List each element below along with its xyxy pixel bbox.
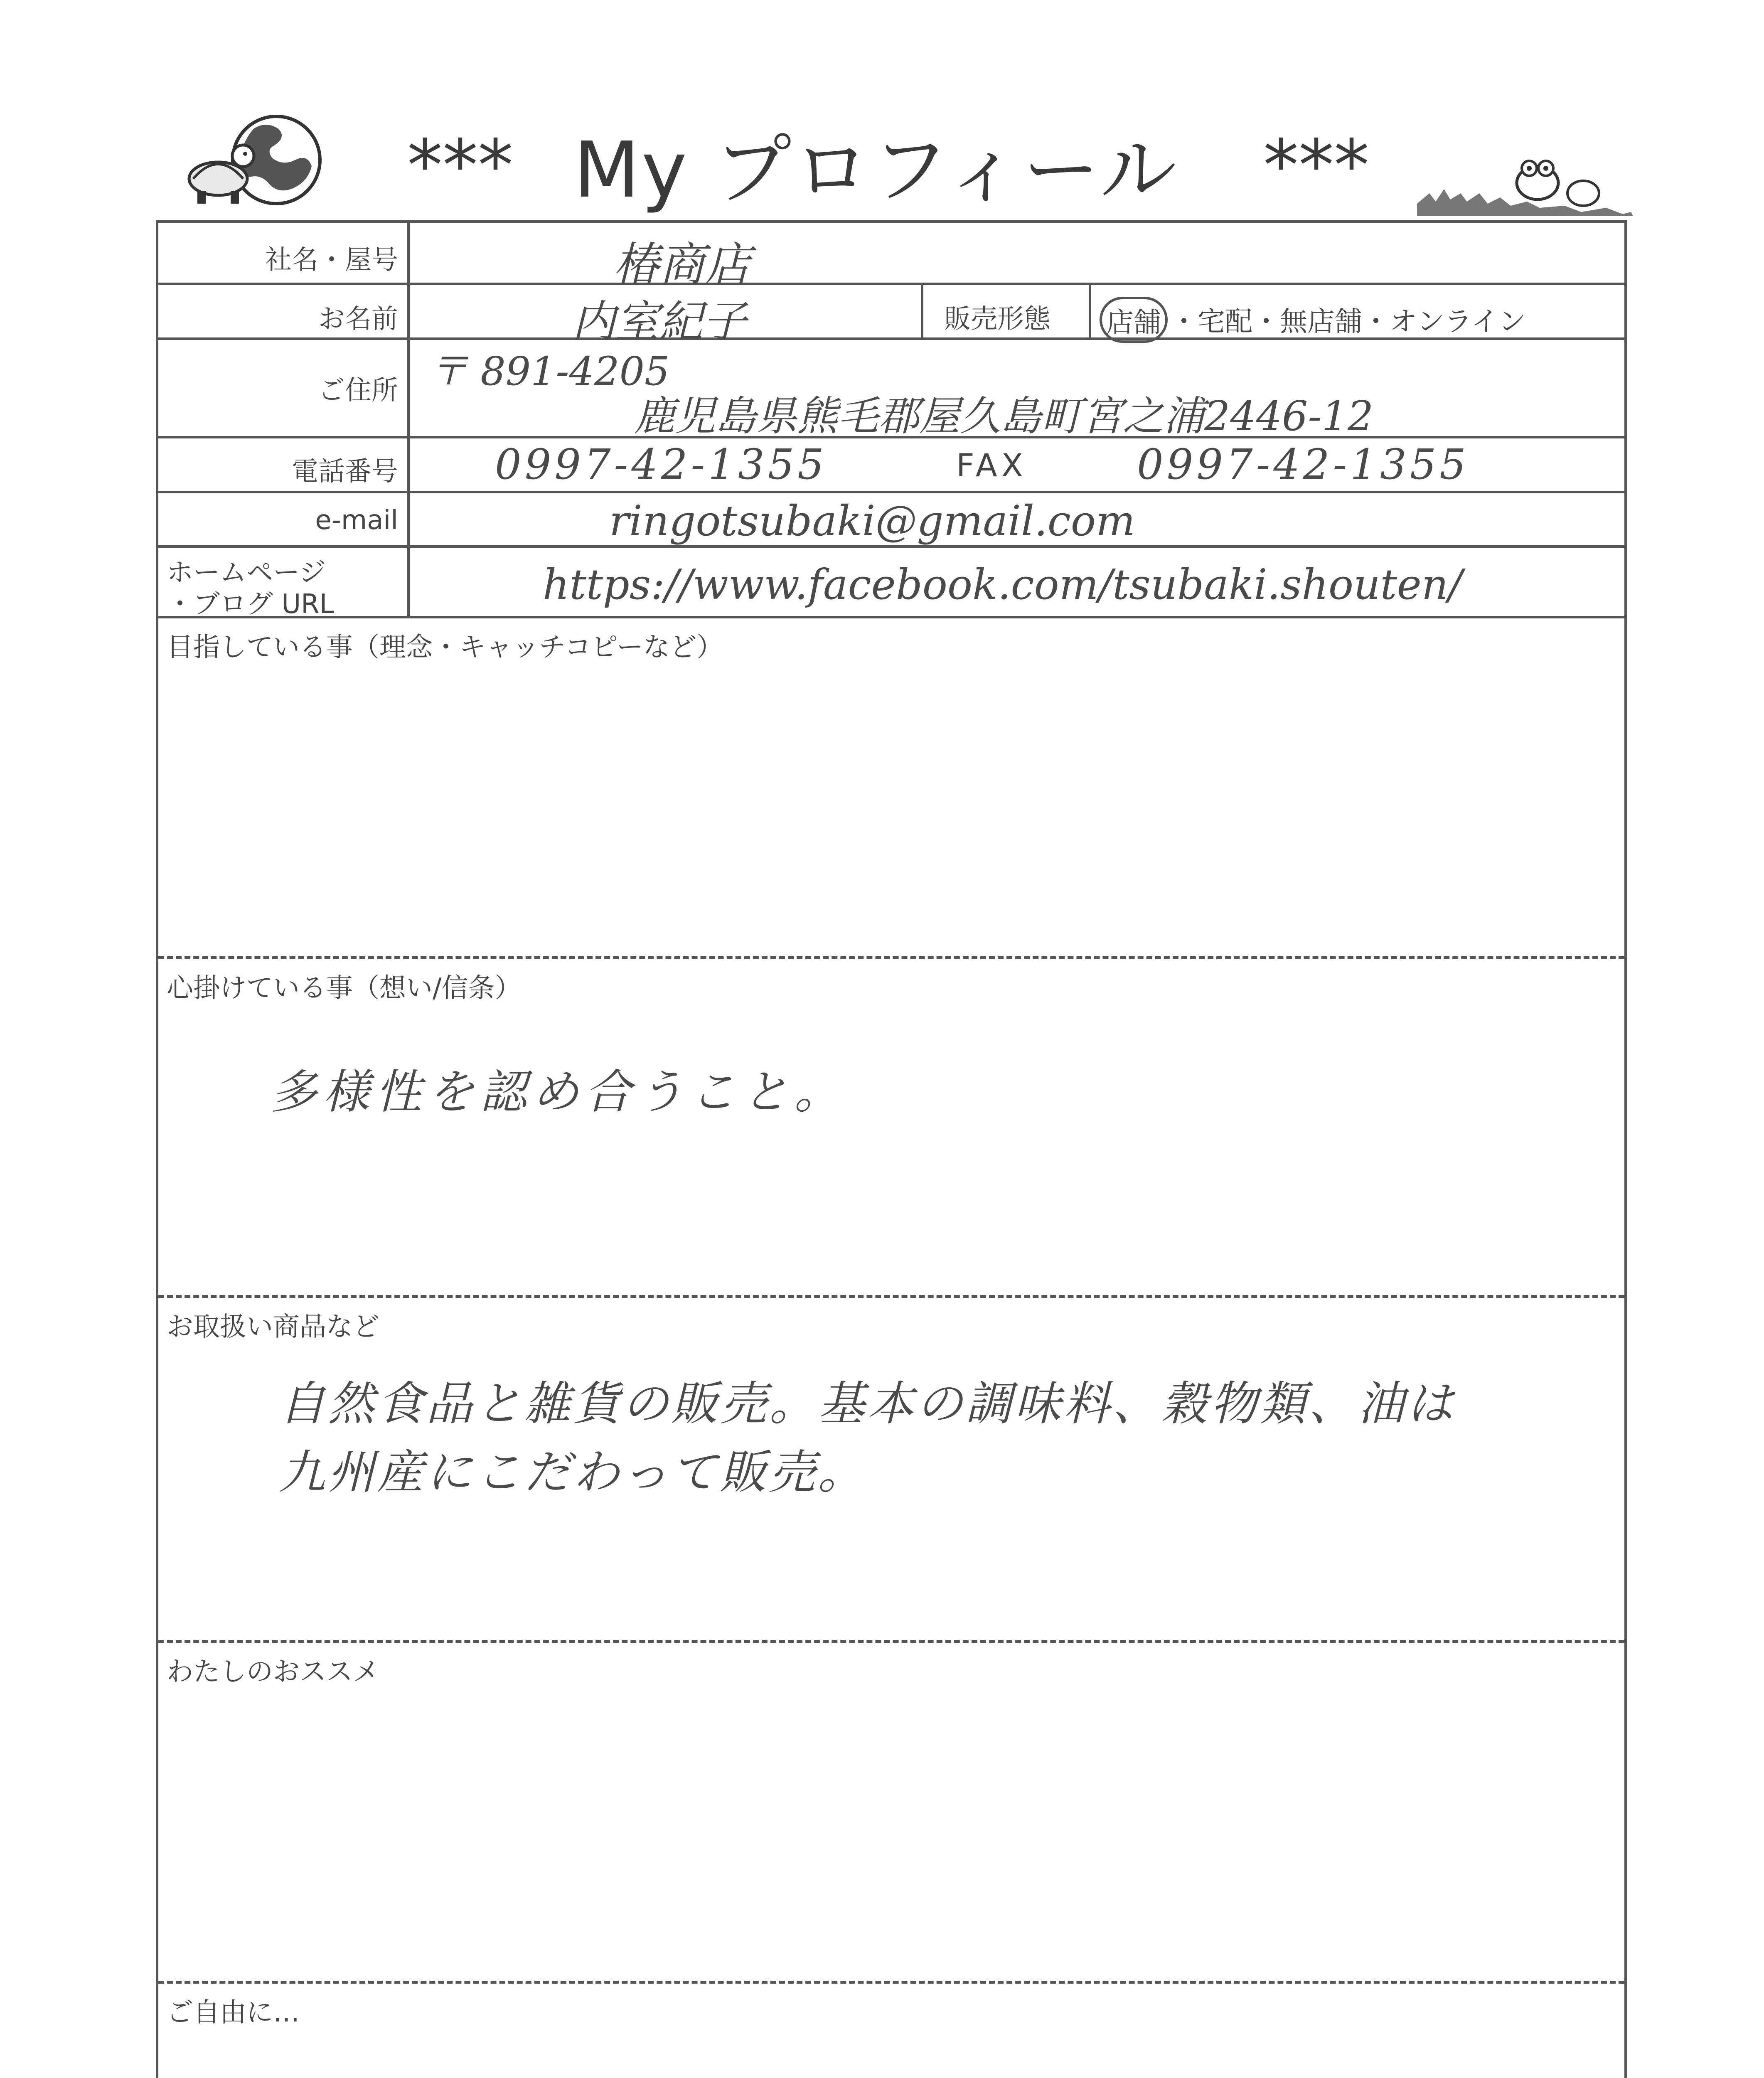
email-label-cell — [158, 493, 410, 545]
section-beliefs[interactable] — [158, 959, 1624, 1298]
address-value-cell[interactable] — [410, 340, 1624, 440]
fax-value: 0997-42-1355 — [1137, 440, 1469, 489]
section-beliefs-label: 心掛けている事（想い/信条） — [167, 973, 522, 1004]
name-label-cell — [158, 285, 410, 337]
phone-label: 電話番号 — [292, 456, 398, 487]
homepage-value[interactable]: https://www.facebook.com/tsubaki.shouten/ — [543, 560, 1462, 609]
postal-code: 〒 891-4205 — [428, 349, 670, 394]
sales-type-options — [1091, 285, 1624, 337]
section-free[interactable] — [158, 1984, 1624, 2078]
title-stars-left: *** — [407, 125, 513, 207]
email-row — [158, 493, 1624, 548]
sales-type-label-cell — [921, 285, 1091, 337]
section-goals[interactable] — [158, 618, 1624, 959]
profile-form — [156, 220, 1627, 2078]
homepage-label-line2: ・ブログ URL — [167, 589, 335, 620]
email-value: ringotsubaki@gmail.com — [609, 497, 1135, 545]
section-products-line2: 九州産にこだわって販売。 — [279, 1445, 867, 1499]
company-value-cell[interactable] — [410, 223, 1624, 291]
phone-value: 0997-42-1355 — [495, 440, 827, 489]
company-value: 椿商店 — [613, 238, 750, 291]
section-beliefs-text: 多様性を認め合うこと。 — [271, 1065, 846, 1119]
frog-grass-icon — [1413, 145, 1637, 220]
homepage-value-cell[interactable] — [410, 548, 1624, 616]
company-row — [158, 223, 1624, 291]
section-products[interactable] — [158, 1298, 1624, 1643]
name-value: 内室紀子 — [572, 296, 747, 347]
email-value-cell[interactable] — [410, 493, 1624, 545]
name-row — [158, 285, 1624, 347]
sales-option-shop[interactable]: 店舗 — [1100, 297, 1168, 343]
header — [158, 100, 1637, 224]
address-label: ご住所 — [318, 375, 398, 406]
homepage-label-cell — [158, 548, 410, 620]
sales-type-label: 販売形態 — [944, 304, 1051, 335]
company-label-cell — [158, 223, 410, 283]
section-products-line1: 自然食品と雑貨の販売。基本の調味料、穀物類、油は — [279, 1377, 1456, 1431]
section-free-label: ご自由に… — [167, 1997, 300, 2028]
name-label: お名前 — [318, 304, 398, 335]
section-products-label: お取扱い商品など — [167, 1312, 379, 1342]
section-goals-label: 目指している事（理念・キャッチコピーなど） — [167, 632, 723, 663]
fax-label: FAX — [956, 447, 1027, 484]
sales-option-others[interactable]: ・宅配・無店舗・オンライン — [1170, 305, 1526, 337]
section-recommend-label: わたしのおススメ — [167, 1657, 379, 1687]
phone-row — [158, 438, 1624, 493]
homepage-row — [158, 548, 1624, 618]
email-label: e-mail — [315, 505, 398, 536]
phone-value-cell[interactable] — [410, 438, 1624, 491]
address-row — [158, 340, 1624, 438]
name-value-cell[interactable] — [410, 285, 916, 347]
company-label: 社名・屋号 — [265, 245, 398, 276]
phone-label-cell — [158, 438, 410, 491]
title-stars-right: *** — [1263, 125, 1369, 207]
address-value: 鹿児島県熊毛郡屋久島町宮之浦2446-12 — [634, 393, 1374, 440]
homepage-label-line1: ホームページ — [167, 557, 326, 588]
turtle-globe-icon — [175, 112, 324, 212]
address-label-cell — [158, 340, 410, 436]
page-title: My プロフィール — [573, 125, 1178, 215]
section-recommend[interactable] — [158, 1643, 1624, 1984]
